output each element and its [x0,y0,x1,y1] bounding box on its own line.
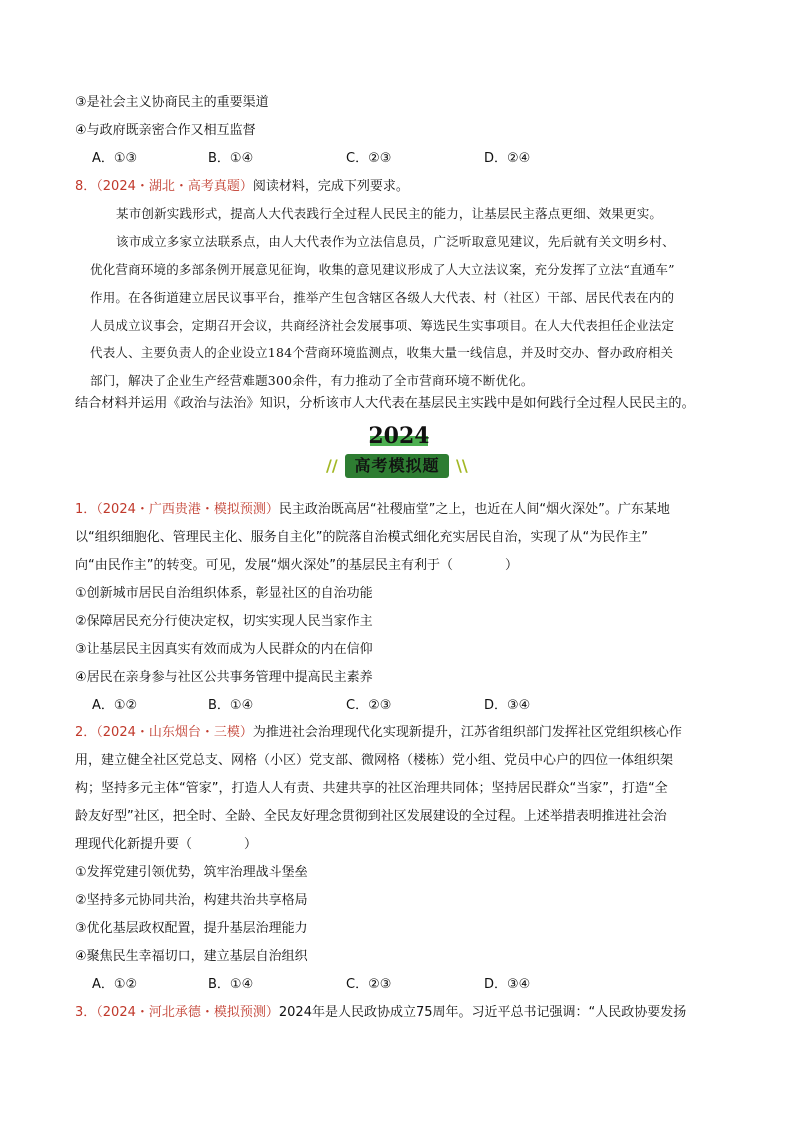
q7-option-3: ③是社会主义协商民主的重要渠道 [75,95,269,110]
q8-task: 结合材料并运用《政治与法治》知识，分析该市人大代表在基层民主实践中是如何践行全过程人民民主的。 [75,396,695,411]
q2-option-3: ③优化基层政权配置，提升基层治理能力 [75,921,308,936]
banner-title-pill [345,454,449,478]
q2-option-2: ②坚持多元协同共治，构建共治共享格局 [75,893,308,908]
q2-choice-d: D．③④ [484,977,531,992]
q1-option-1: ①创新城市居民自治组织体系，彰显社区的自治功能 [75,586,373,601]
q1-number: 1． [75,502,97,517]
q8-material-line: 作用。在各街道建立居民议事平台，推举产生包含辖区各级人大代表、村（社区）干部、居民代表在内的 [90,290,675,305]
q3-source: （2024・河北承德・模拟预测） [96,1005,279,1020]
banner-year [362,422,436,450]
q1-choice-b: B．①④ [208,698,254,713]
q1-line-2: 以“组织细胞化、管理民主化、服务自主化”的院落自治模式细化充实居民自治，实现了从“为民作主” [75,530,648,545]
q2-source: （2024・山东烟台・三模） [96,725,253,740]
q1-line-1 [75,500,670,520]
q2-option-1: ①发挥党建引领优势，筑牢治理战斗堡垒 [75,865,308,880]
banner-title: 高考模拟题 [354,456,440,475]
q1-option-3: ③让基层民主因真实有效而成为人民群众的内在信仰 [75,642,373,657]
banner-year-text: 2024 [368,423,430,449]
q1-choice-a: A．①② [92,698,138,713]
q3-line-1 [75,1003,686,1023]
q2-number: 2． [75,725,97,740]
q8-material-line: 部门，解决了企业生产经营难题300余件，有力推动了全市营商环境不断优化。 [90,373,534,388]
q8-number: 8． [75,179,97,194]
q7-option-4: ④与政府既亲密合作又相互监督 [75,123,256,138]
q2-line-4: 龄友好型”社区，把全时、全龄、全民友好理念贯彻到社区发展建设的全过程。上述举措表明推进社会治 [75,809,667,824]
q2-choice-b: B．①④ [208,977,254,992]
q8-stem: 阅读材料，完成下列要求。 [252,179,409,194]
banner-right-deco: \\ [456,456,468,475]
q2-line-1 [75,723,682,743]
q8-material-line: 人员成立议事会，定期召开会议，共商经济社会发展事项、筹选民生实事项目。在人大代表担任企业法定 [90,318,675,333]
q2-line-5: 理现代化新提升要（ ） [75,837,258,852]
q2-choice-a: A．①② [92,977,138,992]
q8-material-line: 优化营商环境的多部条例开展意见征询，收集的意见建议形成了人大立法议案，充分发挥了立法“直通车” [90,262,675,277]
q1-line-3: 向“由民作主”的转变。可见，发展“烟火深处”的基层民主有利于（ ） [75,558,518,573]
banner-left-deco: // [326,456,338,475]
section-banner [0,420,794,480]
q8-material-line: 代表人、主要负责人的企业设立184个营商环境监测点，收集大量一线信息，并及时交办、督办政府相关 [90,345,674,360]
q1-option-4: ④居民在亲身参与社区公共事务管理中提高民主素养 [75,670,373,685]
q2-line-3: 构；坚持多元主体“管家”，打造人人有责、共建共享的社区治理共同体；坚持居民群众“当家”，打造“全 [75,781,668,796]
q3-stem-part: 2024年是人民政协成立75周年。习近平总书记强调：“人民政协要发扬 [278,1005,687,1020]
q1-source: （2024・广西贵港・模拟预测） [96,502,279,517]
q1-stem-part: 民主政治既高居“社稷庙堂”之上，也近在人间“烟火深处”。广东某地 [278,502,670,517]
q3-number: 3． [75,1005,97,1020]
q1-option-2: ②保障居民充分行使决定权，切实实现人民当家作主 [75,614,373,629]
q2-line-2: 用，建立健全社区党总支、网格（小区）党支部、微网格（楼栋）党小组、党员中心户的四位一体组织架 [75,753,674,768]
q8-material-line: 该市成立多家立法联系点，由人大代表作为立法信息员，广泛听取意见建议，先后就有关文明乡村、 [116,234,675,249]
q7-choice-d: D．②④ [484,151,531,166]
q2-stem-part: 为推进社会治理现代化实现新提升，江苏省组织部门发挥社区党组织核心作 [252,725,682,740]
q1-choice-c: C．②③ [346,698,392,713]
q8-source: （2024・湖北・高考真题） [96,179,253,194]
q1-choice-d: D．③④ [484,698,531,713]
q8-material-line: 某市创新实践形式，提高人大代表践行全过程人民民主的能力，让基层民主落点更细、效果更实。 [116,206,663,221]
q7-choice-c: C．②③ [346,151,392,166]
q8-header [75,177,409,197]
q2-choice-c: C．②③ [346,977,392,992]
q7-choice-b: B．①④ [208,151,254,166]
q2-option-4: ④聚焦民生幸福切口，建立基层自治组织 [75,949,308,964]
q7-choice-a: A．①③ [92,151,138,166]
